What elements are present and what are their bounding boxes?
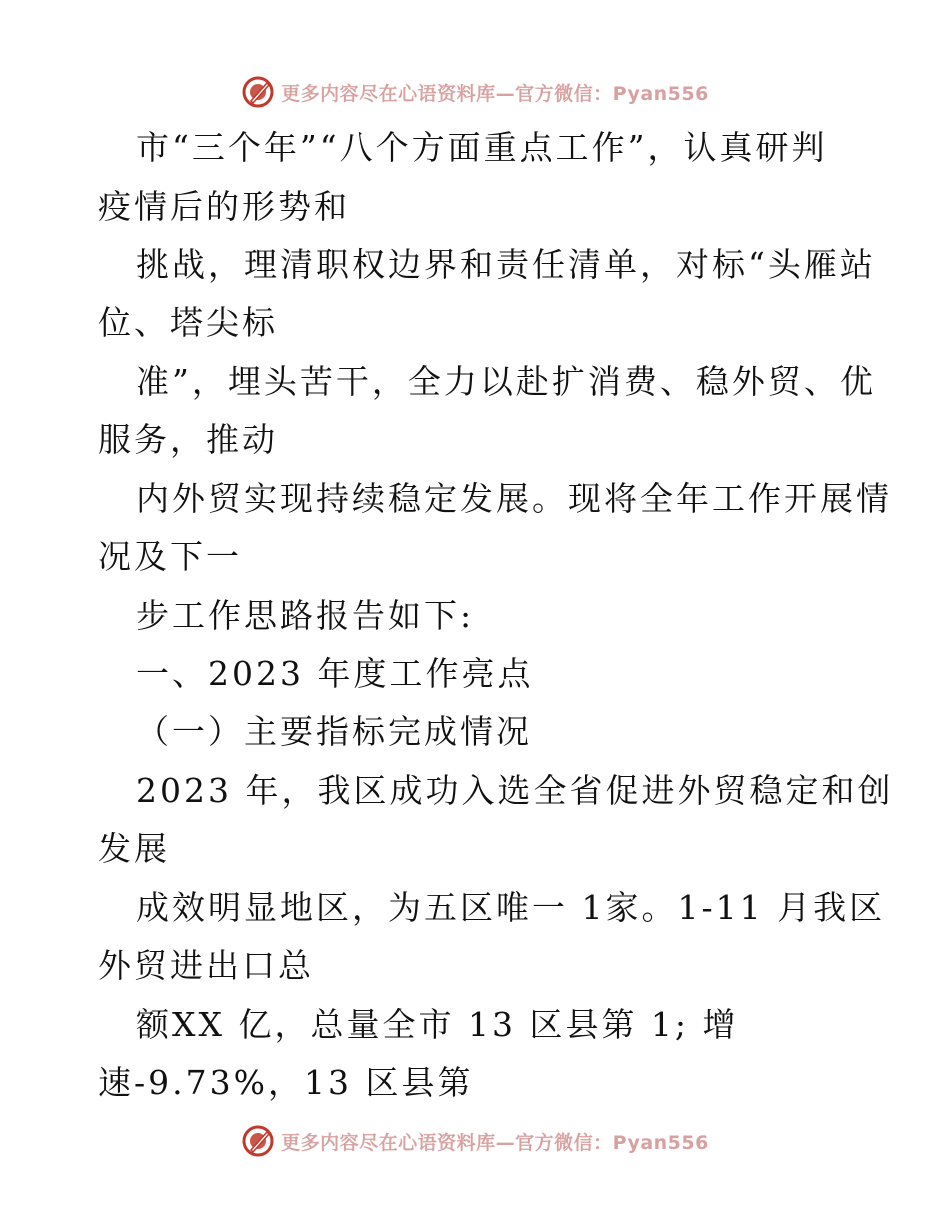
body-line: 2023 年，我区成功入选全省促进外贸稳定和创 xyxy=(136,771,894,810)
body-line: 速-9.73%，13 区县第 xyxy=(98,1063,474,1102)
body-line: 服务，推动 xyxy=(98,420,278,459)
body-line: 发展 xyxy=(98,829,170,868)
body-line: 内外贸实现持续稳定发展。现将全年工作开展情 xyxy=(136,479,892,518)
watermark-text: 更多内容尽在心语资料库—官方微信：Pyan556 xyxy=(281,82,709,105)
body-line: 成效明显地区，为五区唯一 1家。1-11 月我区 xyxy=(136,888,886,927)
body-line: 步工作思路报告如下: xyxy=(136,596,475,635)
body-line: 况及下一 xyxy=(98,537,242,576)
body-line: 市“三个年”“八个方面重点工作”，认真研判 xyxy=(136,128,828,167)
footer-watermark xyxy=(0,1121,950,1161)
body-line: 准”，埋头苦干，全力以赴扩消费、稳外贸、优 xyxy=(136,362,876,401)
body-line: 挑战，理清职权边界和责任清单，对标“头雁站 xyxy=(136,245,876,284)
body-line: 位、塔尖标 xyxy=(98,303,278,342)
body-line: 疫情后的形势和 xyxy=(98,187,350,226)
pen-logo-icon xyxy=(241,1124,275,1158)
body-line: 外贸进出口总 xyxy=(98,946,314,985)
subsection-heading: （一）主要指标完成情况 xyxy=(136,712,532,751)
section-heading: 一、2023 年度工作亮点 xyxy=(136,654,534,693)
watermark-text: 更多内容尽在心语资料库—官方微信：Pyan556 xyxy=(281,1131,709,1154)
body-line: 额XX 亿，总量全市 13 区县第 1; 增 xyxy=(136,1005,739,1044)
